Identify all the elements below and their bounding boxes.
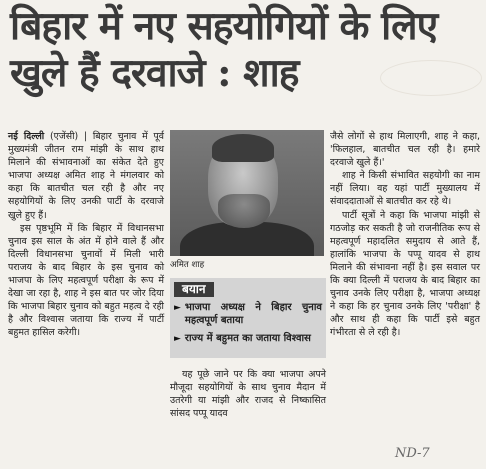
dateline: नई दिल्ली [8, 131, 45, 142]
headline-line-2: खुले हैं दरवाजे : शाह [10, 49, 299, 96]
paragraph-5: शाह ने किसी संभावित सहयोगी का नाम नहीं लिया। वह यहां पार्टी मुख्यालय में संवाददाताओं से बातचीत कर रहे थे। [330, 170, 480, 208]
portrait-photo [170, 130, 324, 256]
paragraph-1 [8, 130, 164, 222]
statement-box [170, 278, 326, 358]
paragraph-6: पार्टी सूत्रों ने कहा कि भाजपा मांझी से गठजोड़ कर सकती है जो राजनीतिक रूप से महत्वपूर्ण महादलित समुदाय से आते हैं, हालांकि भाजपा के पप्पू यादव से हाथ मिलाने की संभावना नहीं है। इस सवाल पर कि क्या दिल्ली में पराजय के बाद बिहार का चुनाव उनके लिए परीक्षा है, भाजपा अध्यक्ष ने कहा कि हर चुनाव उनके लिए 'परीक्षा' है और साथ ही कहा कि पार्टी इसे बहुत गंभीरता से ले रही है। [330, 209, 480, 339]
statement-item-text: राज्य में बहुमत का जताया विश्वास [184, 333, 311, 345]
paragraph-3: यह पूछे जाने पर कि क्या भाजपा अपने मौजूदा सहयोगियों के साथ चुनाव मैदान में उतरेगी या मांझी और राजद से निष्कासित सांसद पप्पू यादव [170, 368, 326, 419]
paragraph-2: इस पृष्ठभूमि में कि बिहार में विधानसभा चुनाव इस साल के अंत में होने वाले हैं और दिल्ली विधानसभा चुनावों में मिली भारी पराजय के बाद बिहार के इस चुनाव को भाजपा के लिए महत्वपूर्ण परीक्षा के रूप में देखा जा रहा है, शाह ने इस बात पर जोर दिया कि भाजपा बिहार चुनाव को बहुत महत्व दे रही है और विश्वास जताया कि राज्य में पार्टी बहुमत हासिल करेगी। [8, 222, 164, 339]
statement-box-title: बयान [174, 282, 214, 297]
handwritten-mark: ND-7 [395, 446, 430, 461]
photo-beard [218, 194, 270, 228]
statement-item-text: भाजपा अध्यक्ष ने बिहार चुनाव महत्वपूर्ण बताया [184, 302, 322, 326]
column-1 [8, 130, 164, 340]
arrow-bullet-icon: ► [174, 334, 181, 345]
statement-item [174, 302, 322, 327]
headline [10, 4, 480, 96]
column-2 [170, 130, 326, 420]
photo-caption: अमित शाह [170, 260, 205, 270]
column-3 [330, 130, 480, 340]
arrow-bullet-icon: ► [174, 303, 181, 314]
paragraph-1-text: (एजेंसी) | बिहार चुनाव में पूर्व मुख्यमंत्री जीतन राम मांझी के साथ हाथ मिलाने की संभावनाओं का संकेत देते हुए भाजपा अध्यक्ष अमित शाह ने मंगलवार को कहा कि बातचीत चल रही है और नए सहयोगियों के लिए उनकी पार्टी के दरवाजे खुले हुए हैं। [8, 131, 164, 221]
photo-hair [212, 134, 274, 162]
statement-item [174, 333, 322, 346]
headline-line-1: बिहार में नए सहयोगियों के लिए [10, 3, 438, 49]
paragraph-4: जैसे लोगों से हाथ मिलाएगी, शाह ने कहा, 'फिलहाल, बातचीत चल रही है। हमारे दरवाजे खुले हैं।' [330, 131, 480, 169]
